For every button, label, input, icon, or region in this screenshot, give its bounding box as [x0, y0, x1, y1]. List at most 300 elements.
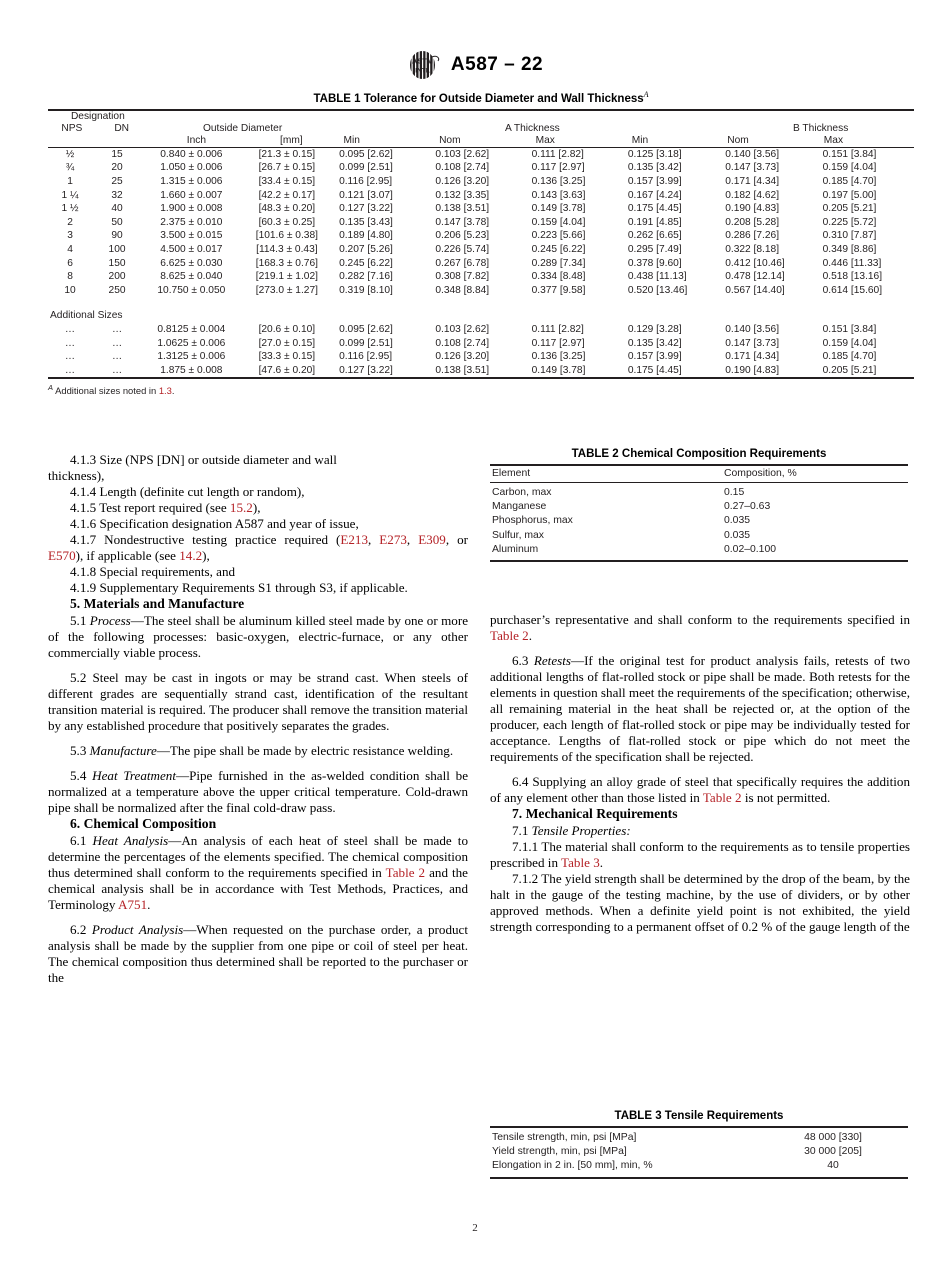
- para-5-3-text: —The pipe shall be made by electric resistance welding.: [156, 743, 454, 759]
- table-1-header-od-min: Min: [343, 134, 360, 146]
- table-1-cell-dn: 40: [111, 203, 123, 215]
- table-1-cell-inch: 4.500 ± 0.017: [160, 243, 223, 255]
- table-1-cell-a_nom: 0.108 [2.74]: [435, 337, 490, 349]
- table-1-cell-b_nom: 0.478 [12.14]: [725, 271, 785, 283]
- table-1-cell-b_max: 0.185 [4.70]: [822, 176, 877, 188]
- table-2-cell-composition: 0.035: [724, 515, 751, 527]
- table-1-cell-a_max: 0.117 [2.97]: [531, 162, 585, 174]
- table-1-cell-nps: 4: [67, 243, 73, 255]
- table-1-cell-a_max: 0.136 [3.25]: [531, 351, 586, 363]
- table-row: [48, 202, 914, 216]
- table-1-cell-od_min: 0.189 [4.80]: [339, 230, 393, 242]
- table-1-cell-dn: …: [111, 364, 123, 376]
- table-1-cell-a_nom: 0.103 [2.62]: [435, 323, 490, 335]
- para-7-1-2: 7.1.2 The yield strength shall be determined by the drop of the beam, by the halt in the gauge of the testing machine, by the use of dividers, or by other approved methods. When a definite yield point is not exhibited, the yield strength corresponding to a permanent offset of 0.2 % of the gauge length of the: [490, 871, 910, 935]
- document-designation: A587 – 22: [450, 54, 544, 75]
- para-5-1-num: 5.1: [70, 612, 90, 628]
- table-1-footnote-text-before: Additional sizes noted in: [53, 385, 159, 397]
- section-7-heading: 7. Mechanical Requirements: [512, 806, 678, 822]
- table-1-cell-od_min: 0.127 [3.22]: [339, 203, 393, 215]
- table-1-cell-nps: ¾: [65, 162, 75, 174]
- para-6-4-t2: is not permitted.: [741, 790, 831, 806]
- table-1-cell-dn: 32: [111, 189, 123, 201]
- table-1-cell-b_max: 0.349 [8.86]: [822, 243, 877, 255]
- table-1-cell-b_min: 0.129 [3.28]: [627, 323, 682, 335]
- table-1-cell-inch: 1.875 ± 0.008: [160, 364, 223, 376]
- table-2-cell-element: Carbon, max: [492, 487, 552, 498]
- para-5-2: 5.2 Steel may be cast in ingots or may be strand cast. When steels of different grades are sequentially strand cast, identification of the resultant transition material is required. The producer shall remove the transition material by any established procedure that positively separates the grades.: [48, 670, 468, 734]
- table-2: [490, 448, 908, 562]
- table-1-cell-dn: 20: [111, 162, 123, 174]
- para-6-2-cont-text: purchaser’s representative and shall conform to the requirements specified in: [490, 612, 910, 627]
- table-3-cell-property: Tensile strength, min, psi [MPa]: [492, 1132, 637, 1143]
- para-6-2-text: —When requested on the purchase order, a product analysis shall be made by the supplier from one pipe or coil of steel per heat. The chemical composition thus determined shall be reported to the purchaser or the: [48, 922, 469, 986]
- para-4-1-5-a: 4.1.5 Test report required (see: [70, 500, 230, 516]
- table-row: [48, 148, 914, 162]
- table-1-cell-dn: 25: [111, 176, 123, 188]
- para-6-1-t2: and the chemical analysis shall be in accordance with Test Methods, Practices, and Terminology: [48, 864, 468, 913]
- para-5-1-label: Process: [89, 612, 131, 628]
- table-1-cell-a_nom: 0.126 [3.20]: [435, 176, 490, 188]
- table-1-cell-b_nom: 0.147 [3.73]: [725, 162, 780, 174]
- table-1-cell-b_max: 0.185 [4.70]: [822, 351, 877, 363]
- table-1-cell-mm: [219.1 ± 1.02]: [255, 271, 318, 283]
- table-1-cell-dn: 100: [108, 243, 126, 255]
- table-1-cell-od_min: 0.207 [5.26]: [339, 243, 393, 255]
- table-1-cell-od_min: 0.095 [2.62]: [339, 148, 393, 160]
- link-table-2-c[interactable]: Table 2: [702, 790, 742, 806]
- para-4-1-7-s2: ,: [406, 532, 411, 548]
- table-3: [490, 1110, 908, 1179]
- table-1-cell-od_min: 0.319 [8.10]: [339, 284, 393, 296]
- table-1-cell-a_max: 0.143 [3.63]: [531, 189, 586, 201]
- table-1-header-nps: NPS: [61, 122, 83, 134]
- table-3-grid: [490, 1128, 908, 1177]
- table-1-cell-b_max: 0.446 [11.33]: [822, 257, 882, 269]
- table-1-cell-a_max: 0.289 [7.34]: [531, 257, 586, 269]
- para-5-3-num: 5.3: [70, 743, 90, 759]
- table-row: [490, 1145, 908, 1159]
- table-1-cell-mm: [33.4 ± 0.15]: [258, 176, 316, 188]
- link-14-2[interactable]: 14.2: [179, 548, 203, 564]
- para-6-1-t3: .: [147, 897, 151, 913]
- table-1-cell-b_nom: 0.190 [4.83]: [725, 364, 780, 376]
- table-1-cell-dn: 50: [111, 216, 123, 228]
- table-row: [490, 500, 908, 514]
- table-1-header-row-3: [48, 135, 914, 147]
- table-1-cell-dn: …: [111, 351, 123, 363]
- table-1-cell-a_nom: 0.226 [5.74]: [435, 243, 490, 255]
- table-1-cell-od_min: 0.135 [3.43]: [339, 216, 393, 228]
- table-1-cell-b_max: 0.614 [15.60]: [822, 284, 883, 296]
- para-5-1: [48, 613, 468, 661]
- table-1-cell-nps: …: [64, 351, 76, 363]
- table-1-cell-a_max: 0.111 [2.82]: [531, 148, 584, 160]
- para-7-1: [490, 823, 910, 839]
- table-1-header-row-2: [48, 123, 914, 135]
- link-table-3[interactable]: Table 3: [561, 855, 600, 871]
- table-1-cell-mm: [20.6 ± 0.10]: [258, 323, 316, 335]
- table-1: [48, 90, 914, 396]
- table-1-cell-b_max: 0.151 [3.84]: [822, 323, 877, 335]
- table-2-bottom-rule: [490, 560, 908, 562]
- table-row: [48, 175, 914, 189]
- table-row: [490, 514, 908, 528]
- para-5-3: [48, 743, 468, 759]
- table-1-footnote: [48, 379, 914, 396]
- table-2-cell-composition: 0.15: [724, 487, 745, 498]
- para-6-3-text: —If the original test for product analysis fails, retests of two additional lengths of flat-rolled stock or pipe shall be made. Both retests for the elements in question shall meet the requirements of the specification; otherwise, all remaining material in the heat shall be rejected or, at the option of the producer, each length of flat-rolled stock or pipe may be individually tested for acceptance. Lengths of flat-rolled stock or pipe which do not meet the requirements of the specification shall be rejected.: [490, 653, 911, 765]
- table-2-cell-composition: 0.27–0.63: [724, 501, 771, 513]
- table-1-caption-footnote-marker: A: [643, 90, 649, 99]
- table-1-cell-b_nom: 0.567 [14.40]: [725, 284, 785, 296]
- table-1-cell-b_min: 0.438 [11.13]: [627, 271, 687, 283]
- para-4-1-7-s3: , or: [445, 532, 468, 548]
- left-text-column: [48, 452, 468, 986]
- right-text-column: [490, 612, 910, 935]
- table-1-cell-nps: 6: [67, 257, 73, 269]
- table-2-caption: TABLE 2 Chemical Composition Requirements: [571, 448, 827, 460]
- table-2-cell-element: Aluminum: [492, 543, 539, 555]
- table-1-cell-mm: [27.0 ± 0.15]: [258, 337, 316, 349]
- table-1-cell-nps: 1 ½: [61, 203, 79, 215]
- table-3-cell-value: 48 000 [330]: [804, 1132, 862, 1143]
- para-6-3-num: 6.3: [512, 653, 534, 669]
- table-1-header-a-nom: Nom: [439, 134, 461, 146]
- table-1-cell-dn: 250: [108, 284, 126, 296]
- table-1-cell-b_max: 0.205 [5.21]: [822, 203, 877, 215]
- para-6-3-label: Retests: [533, 653, 571, 669]
- svg-text:INTL: INTL: [415, 67, 430, 75]
- table-1-cell-inch: 2.375 ± 0.010: [160, 216, 223, 228]
- para-6-2-label: Product Analysis: [91, 922, 184, 938]
- table-1-cell-mm: [26.7 ± 0.15]: [258, 162, 316, 174]
- page-number: 2: [472, 1222, 478, 1234]
- table-1-cell-nps: …: [64, 323, 76, 335]
- para-5-4-text: —Pipe furnished in the as-welded condition shall be normalized at a temperature above the upper critical temperature. Cold-drawn pipe shall be normalized after the final cold-draw pass.: [48, 768, 469, 816]
- table-1-spacer: [48, 297, 914, 309]
- table-1-cell-nps: 1: [67, 176, 73, 188]
- table-1-cell-od_min: 0.095 [2.62]: [339, 323, 393, 335]
- table-1-cell-b_min: 0.175 [4.45]: [627, 364, 682, 376]
- para-6-1-num: 6.1: [70, 832, 93, 848]
- table-1-cell-b_min: 0.157 [3.99]: [627, 176, 682, 188]
- table-1-cell-a_max: 0.245 [6.22]: [531, 243, 586, 255]
- table-1-cell-b_min: 0.378 [9.60]: [627, 257, 682, 269]
- table-1-cell-b_min: 0.135 [3.42]: [627, 162, 682, 174]
- para-6-2-cont-end: .: [528, 628, 532, 644]
- para-6-3: [490, 653, 910, 765]
- table-1-cell-mm: [42.2 ± 0.17]: [258, 189, 316, 201]
- table-1-cell-od_min: 0.282 [7.16]: [339, 271, 393, 283]
- table-1-cell-nps: 2: [67, 216, 73, 228]
- para-4-1-3: [48, 452, 468, 468]
- table-1-cell-b_max: 0.225 [5.72]: [822, 216, 877, 228]
- table-1-cell-b_max: 0.159 [4.04]: [822, 162, 877, 174]
- table-2-grid: [490, 466, 908, 482]
- table-1-header-b-thickness: B Thickness: [792, 122, 849, 134]
- table-1-cell-dn: 90: [111, 230, 123, 242]
- para-6-4-t1: 6.4 Supplying an alloy grade of steel that specifically requires the addition of any element other than those listed in: [490, 774, 910, 806]
- para-6-2-num: 6.2: [70, 922, 92, 938]
- table-row: [48, 216, 914, 230]
- table-2-header-row: [490, 466, 908, 482]
- table-1-cell-inch: 1.900 ± 0.008: [160, 203, 223, 215]
- table-1-cell-mm: [48.3 ± 0.20]: [258, 203, 316, 215]
- table-1-cell-a_nom: 0.206 [5.23]: [435, 230, 490, 242]
- para-6-2-continued: [490, 612, 910, 644]
- table-1-cell-dn: 15: [111, 148, 123, 160]
- table-3-caption: TABLE 3 Tensile Requirements: [614, 1110, 784, 1122]
- table-1-grid: [48, 111, 914, 147]
- table-1-cell-inch: 1.660 ± 0.007: [160, 189, 223, 201]
- table-1-cell-b_min: 0.167 [4.24]: [627, 189, 682, 201]
- table-1-cell-inch: 1.3125 ± 0.006: [157, 351, 226, 363]
- table-1-cell-inch: 3.500 ± 0.015: [160, 230, 223, 242]
- table-1-cell-nps: 10: [64, 284, 76, 296]
- table-1-cell-nps: ½: [65, 148, 75, 160]
- table-1-cell-inch: 1.315 ± 0.006: [160, 176, 223, 188]
- table-row: [48, 161, 914, 175]
- table-1-additional-sizes-label-row: [48, 309, 914, 323]
- table-1-cell-nps: …: [64, 364, 76, 376]
- table-1-cell-od_min: 0.116 [2.95]: [339, 176, 393, 188]
- table-1-header-inch: Inch: [186, 134, 207, 146]
- table-3-cell-value: 30 000 [205]: [804, 1146, 862, 1158]
- table-1-cell-mm: [60.3 ± 0.25]: [258, 216, 316, 228]
- para-5-3-label: Manufacture: [89, 743, 157, 759]
- table-row: [48, 350, 914, 364]
- table-1-cell-inch: 1.050 ± 0.006: [160, 162, 223, 174]
- link-a751[interactable]: A751: [118, 897, 148, 913]
- table-1-cell-a_nom: 0.132 [3.35]: [435, 189, 490, 201]
- para-4-1-7-a: 4.1.7 Nondestructive testing practice required (: [70, 532, 341, 548]
- para-6-1: [48, 833, 468, 913]
- table-row: [48, 270, 914, 284]
- table-row: [48, 364, 914, 378]
- table-1-cell-a_max: 0.111 [2.82]: [531, 323, 584, 335]
- table-1-cell-mm: [101.6 ± 0.38]: [255, 230, 318, 242]
- para-4-1-8: 4.1.8 Special requirements, and: [70, 564, 236, 580]
- table-1-header-dn: DN: [114, 122, 130, 134]
- table-1-cell-dn: 150: [108, 257, 126, 269]
- table-1-cell-a_max: 0.377 [9.58]: [531, 284, 586, 296]
- table-1-cell-a_nom: 0.126 [3.20]: [435, 351, 490, 363]
- link-table-2-b[interactable]: Table 2: [490, 628, 529, 644]
- table-1-cell-b_nom: 0.208 [5.28]: [725, 216, 780, 228]
- table-1-cell-b_max: 0.151 [3.84]: [822, 148, 877, 160]
- table-row: [48, 189, 914, 203]
- para-6-1-label: Heat Analysis: [92, 832, 169, 848]
- table-1-header-designation: Designation: [70, 110, 125, 122]
- table-2-header-composition: Composition, %: [724, 468, 797, 479]
- para-7-1-1: [490, 839, 910, 871]
- table-1-cell-a_nom: 0.147 [3.78]: [435, 216, 490, 228]
- link-e273[interactable]: E273: [379, 532, 407, 548]
- table-row: [490, 543, 908, 557]
- table-2-cell-composition: 0.02–0.100: [724, 543, 777, 555]
- table-1-cell-b_nom: 0.322 [8.18]: [725, 243, 780, 255]
- para-4-1-5-b: ),: [252, 500, 261, 516]
- table-1-cell-b_min: 0.157 [3.99]: [627, 351, 682, 363]
- para-4-1-3-line1: 4.1.3 Size (NPS [DN] or outside diameter and wall: [70, 452, 337, 467]
- table-1-footnote-text-after: .: [171, 385, 175, 397]
- table-1-cell-b_min: 0.295 [7.49]: [627, 243, 682, 255]
- table-1-cell-a_max: 0.159 [4.04]: [531, 216, 586, 228]
- table-1-header-b-nom: Nom: [727, 134, 749, 146]
- link-e570[interactable]: E570: [48, 548, 76, 564]
- section-5-heading: 5. Materials and Manufacture: [70, 596, 245, 612]
- table-1-cell-a_nom: 0.267 [6.78]: [435, 257, 490, 269]
- table-1-cell-od_min: 0.245 [6.22]: [339, 257, 393, 269]
- table-1-cell-inch: 10.750 ± 0.050: [157, 284, 226, 296]
- table-1-cell-mm: [21.3 ± 0.15]: [258, 148, 316, 160]
- table-1-body: [48, 148, 914, 378]
- table-1-cell-mm: [114.3 ± 0.43]: [256, 243, 318, 255]
- table-1-header-mm: [mm]: [280, 134, 303, 146]
- table-1-cell-b_nom: 0.412 [10.46]: [725, 257, 785, 269]
- table-1-cell-a_nom: 0.138 [3.51]: [435, 364, 490, 376]
- table-1-cell-b_min: 0.520 [13.46]: [627, 284, 688, 296]
- table-3-cell-property: Elongation in 2 in. [50 mm], min, %: [492, 1160, 653, 1172]
- svg-text:ASTM: ASTM: [411, 56, 434, 66]
- table-3-bottom-rule: [490, 1177, 908, 1179]
- table-1-cell-b_nom: 0.171 [4.34]: [725, 351, 780, 363]
- table-1-cell-nps: 8: [67, 271, 73, 283]
- link-15-2[interactable]: 15.2: [229, 500, 253, 516]
- para-6-1-t1: —An analysis of each heat of steel shall be made to determine the percentages of the elements specified. The chemical composition thus determined shall conform to the requirements specified in: [48, 832, 468, 880]
- table-1-cell-nps: 3: [67, 230, 73, 242]
- table-1-cell-b_nom: 0.140 [3.56]: [725, 148, 780, 160]
- table-1-cell-mm: [168.3 ± 0.76]: [255, 257, 318, 269]
- table-row: [490, 1159, 908, 1173]
- table-1-cell-a_nom: 0.348 [8.84]: [435, 284, 490, 296]
- table-1-cell-od_min: 0.121 [3.07]: [339, 189, 393, 201]
- table-1-cell-b_min: 0.135 [3.42]: [627, 337, 682, 349]
- para-5-4: [48, 768, 468, 816]
- para-4-1-7-s4: ), if applicable (see: [75, 548, 180, 564]
- table-1-cell-od_min: 0.116 [2.95]: [339, 351, 393, 363]
- table-1-cell-mm: [33.3 ± 0.15]: [258, 351, 316, 363]
- table-1-cell-b_nom: 0.147 [3.73]: [725, 337, 780, 349]
- para-4-1-7-s1: ,: [368, 532, 380, 548]
- link-table-2-a[interactable]: Table 2: [385, 864, 426, 880]
- table-1-cell-b_min: 0.125 [3.18]: [627, 148, 682, 160]
- table-row: [490, 486, 908, 500]
- table-1-caption-text: TABLE 1 Tolerance for Outside Diameter and Wall Thickness: [313, 92, 644, 105]
- table-1-header-b-min: Min: [631, 134, 649, 146]
- table-1-cell-inch: 0.840 ± 0.006: [160, 148, 223, 160]
- table-row: [48, 229, 914, 243]
- table-2-cell-element: Sulfur, max: [492, 529, 544, 541]
- table-1-cell-a_nom: 0.138 [3.51]: [435, 203, 490, 215]
- table-1-footnote-marker: A: [48, 383, 54, 393]
- table-1-cell-b_min: 0.175 [4.45]: [627, 203, 682, 215]
- table-2-cell-element: Phosphorus, max: [492, 515, 573, 527]
- para-4-1-9: 4.1.9 Supplementary Requirements S1 through S3, if applicable.: [70, 580, 408, 596]
- table-1-caption: [48, 90, 914, 109]
- table-1-cell-mm: [273.0 ± 1.27]: [255, 284, 318, 296]
- table-1-header-outside-diameter: Outside Diameter: [202, 122, 283, 134]
- link-e309[interactable]: E309: [418, 532, 446, 548]
- table-1-cell-b_max: 0.205 [5.21]: [822, 364, 877, 376]
- table-row: [48, 257, 914, 271]
- para-5-1-text: —The steel shall be aluminum killed steel made by one or more of the following processes: basic-oxygen, electric-furnace, or any other commercially viable process.: [48, 612, 469, 660]
- astm-logo-icon: [407, 50, 441, 80]
- table-1-cell-od_min: 0.099 [2.51]: [339, 162, 393, 174]
- table-2-cell-composition: 0.035: [724, 529, 751, 541]
- table-1-cell-b_nom: 0.171 [4.34]: [725, 176, 780, 188]
- para-5-4-label: Heat Treatment: [92, 768, 176, 784]
- para-4-1-7-s5: ),: [202, 548, 210, 564]
- table-2-header-element: Element: [492, 468, 531, 479]
- table-1-cell-a_max: 0.334 [8.48]: [531, 271, 586, 283]
- table-1-cell-inch: 8.625 ± 0.040: [160, 271, 223, 283]
- table-1-cell-a_max: 0.149 [3.78]: [531, 364, 586, 376]
- table-1-cell-b_max: 0.159 [4.04]: [822, 337, 877, 349]
- table-1-cell-b_nom: 0.286 [7.26]: [725, 230, 780, 242]
- table-1-cell-b_max: 0.518 [13.16]: [822, 271, 883, 283]
- table-1-cell-a_nom: 0.103 [2.62]: [435, 148, 490, 160]
- table-row: [48, 243, 914, 257]
- para-7-1-label: Tensile Properties:: [531, 822, 631, 838]
- table-1-header-row-1: [48, 111, 914, 123]
- para-7-1-1-t1: 7.1.1 The material shall conform to the requirements as to tensile properties prescribed in: [490, 839, 910, 871]
- table-1-cell-a_nom: 0.308 [7.82]: [435, 271, 490, 283]
- para-4-1-4: 4.1.4 Length (definite cut length or random),: [70, 484, 305, 500]
- table-1-header-a-max: Max: [535, 134, 555, 146]
- table-1-cell-od_min: 0.127 [3.22]: [339, 364, 393, 376]
- table-1-cell-a_max: 0.117 [2.97]: [531, 337, 585, 349]
- table-1-cell-b_max: 0.310 [7.87]: [822, 230, 877, 242]
- para-5-4-num: 5.4: [70, 768, 93, 784]
- table-1-cell-inch: 6.625 ± 0.030: [160, 257, 223, 269]
- table-1-cell-b_nom: 0.190 [4.83]: [725, 203, 780, 215]
- table-1-header-b-max: Max: [823, 134, 844, 146]
- table-1-footnote-link[interactable]: 1.3: [158, 385, 172, 397]
- para-7-1-1-t2: .: [599, 855, 604, 871]
- table-2-body: [490, 483, 908, 560]
- table-1-cell-od_min: 0.099 [2.51]: [339, 337, 393, 349]
- para-4-1-3-cont: thickness),: [48, 468, 105, 484]
- table-1-cell-a_max: 0.223 [5.66]: [531, 230, 586, 242]
- table-1-cell-b_max: 0.197 [5.00]: [822, 189, 877, 201]
- table-row: [490, 1131, 908, 1145]
- table-1-cell-nps: 1 ¼: [61, 189, 79, 201]
- link-e213[interactable]: E213: [340, 532, 369, 548]
- table-1-cell-mm: [47.6 ± 0.20]: [258, 364, 316, 376]
- table-1-cell-a_nom: 0.108 [2.74]: [435, 162, 490, 174]
- table-1-cell-a_max: 0.149 [3.78]: [531, 203, 586, 215]
- para-4-1-7: [48, 532, 468, 564]
- table-row: [48, 337, 914, 351]
- table-1-cell-inch: 1.0625 ± 0.006: [157, 337, 226, 349]
- table-row: [48, 284, 914, 298]
- table-1-header-a-thickness: A Thickness: [505, 122, 560, 134]
- table-3-cell-property: Yield strength, min, psi [MPa]: [492, 1146, 627, 1158]
- table-1-cell-dn: …: [111, 337, 123, 349]
- table-1-cell-inch: 0.8125 ± 0.004: [157, 323, 226, 335]
- table-3-cell-value: 40: [827, 1160, 839, 1172]
- table-1-cell-nps: …: [64, 337, 76, 349]
- table-1-cell-a_max: 0.136 [3.25]: [531, 176, 586, 188]
- para-4-1-6: 4.1.6 Specification designation A587 and year of issue,: [70, 516, 359, 532]
- table-1-cell-b_nom: 0.140 [3.56]: [725, 323, 780, 335]
- table-1-cell-b_min: 0.262 [6.65]: [627, 230, 682, 242]
- table-row: [48, 323, 914, 337]
- table-1-cell-b_min: 0.191 [4.85]: [627, 216, 682, 228]
- table-1-additional-sizes-label: Additional Sizes: [50, 310, 123, 322]
